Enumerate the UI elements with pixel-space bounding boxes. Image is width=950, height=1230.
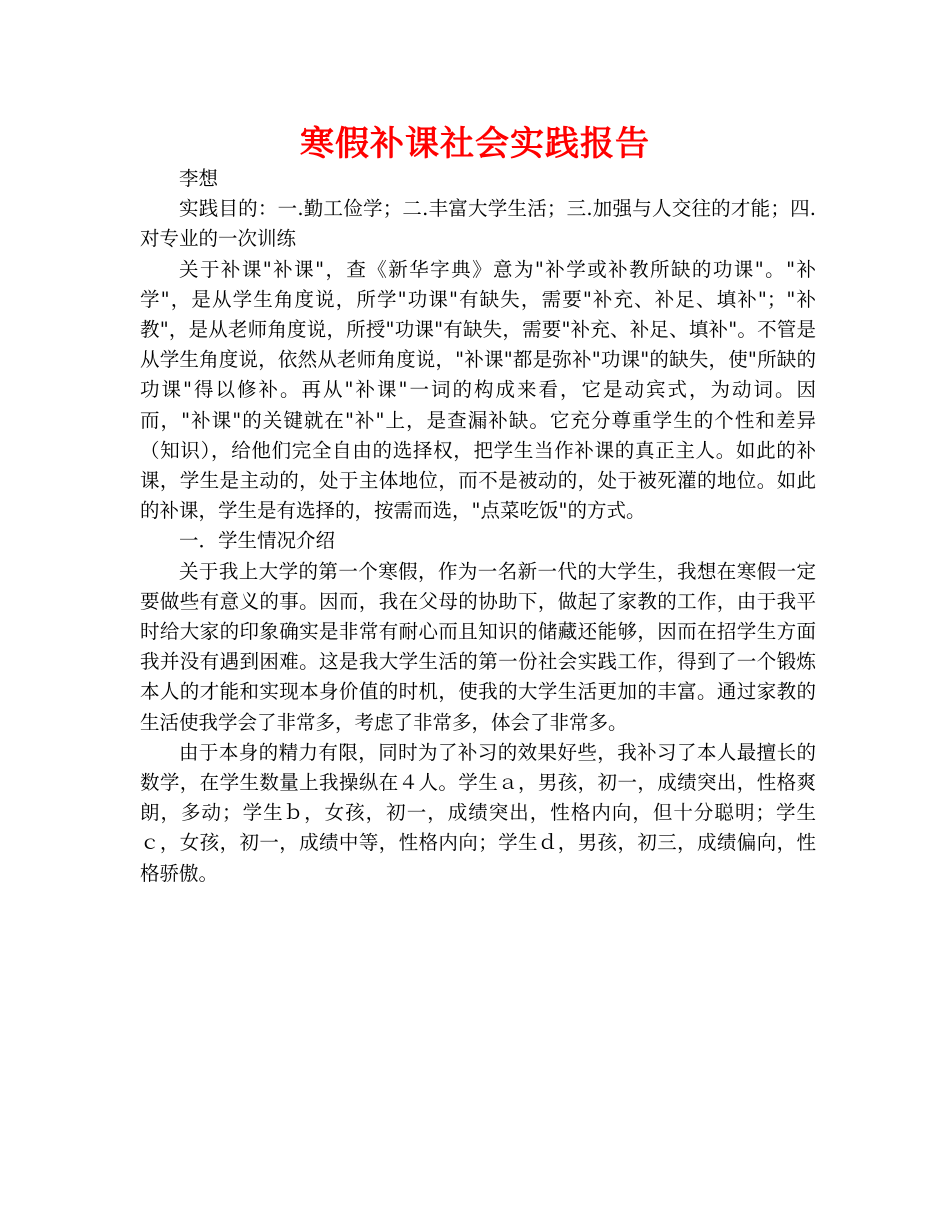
paragraph-first-winter-break: 关于我上大学的第一个寒假，作为一名新一代的大学生，我想在寒假一定要做些有意义的事。因而，我在父母的协助下，做起了家教的工作，由于我平时给大家的印象确实是非常有耐心而且知识的储藏还能够，因而在招学生方面我并没有遇到困难。这是我大学生活的第一份社会实践工作，得到了一个锻炼本人的才能和实现本身价值的时机，使我的大学生活更加的丰富。通过家教的生活使我学会了非常多，考虑了非常多，体会了非常多。: [140, 559, 816, 734]
document-body: [140, 164, 816, 889]
intro-paragraph: 关于补课"补课"，查《新华字典》意为"补学或补教所缺的功课"。"补学"，是从学生角度说，所学"功课"有缺失，需要"补充、补足、填补"；"补教"，是从老师角度说，所授"功课"有缺失，需要"补充、补足、填补"。不管是从学生角度说，依然从老师角度说，"补课"都是弥补"功课"的缺失，使"所缺的功课"得以修补。再从"补课"一词的构成来看，它是动宾式，为动词。因而，"补课"的关键就在"补"上，是查漏补缺。它充分尊重学生的个性和差异（知识），给他们完全自由的选择权，把学生当作补课的真正主人。如此的补课，学生是主动的，处于主体地位，而不是被动的，处于被死灌的地位。如此的补课，学生是有选择的，按需而选，"点菜吃饭"的方式。: [140, 257, 816, 523]
author-line: 李想: [179, 167, 219, 190]
document-title: 寒假补课社会实践报告: [300, 124, 650, 164]
purpose-paragraph: 实践目的：一.勤工俭学；二.丰富大学生活；三.加强与人交往的才能；四.对专业的一次训练: [140, 197, 816, 251]
section-heading: 一．学生情况介绍: [179, 529, 336, 553]
paragraph-students-overview: 由于本身的精力有限，同时为了补习的效果好些，我补习了本人最擅长的数学，在学生数量上我操纵在４人。学生ａ，男孩，初一，成绩突出，性格爽朗，多动；学生ｂ，女孩，初一，成绩突出，性格内向，但十分聪明；学生ｃ，女孩，初一，成绩中等，性格内向；学生ｄ，男孩，初三，成绩偏向，性格骄傲。: [140, 740, 816, 885]
